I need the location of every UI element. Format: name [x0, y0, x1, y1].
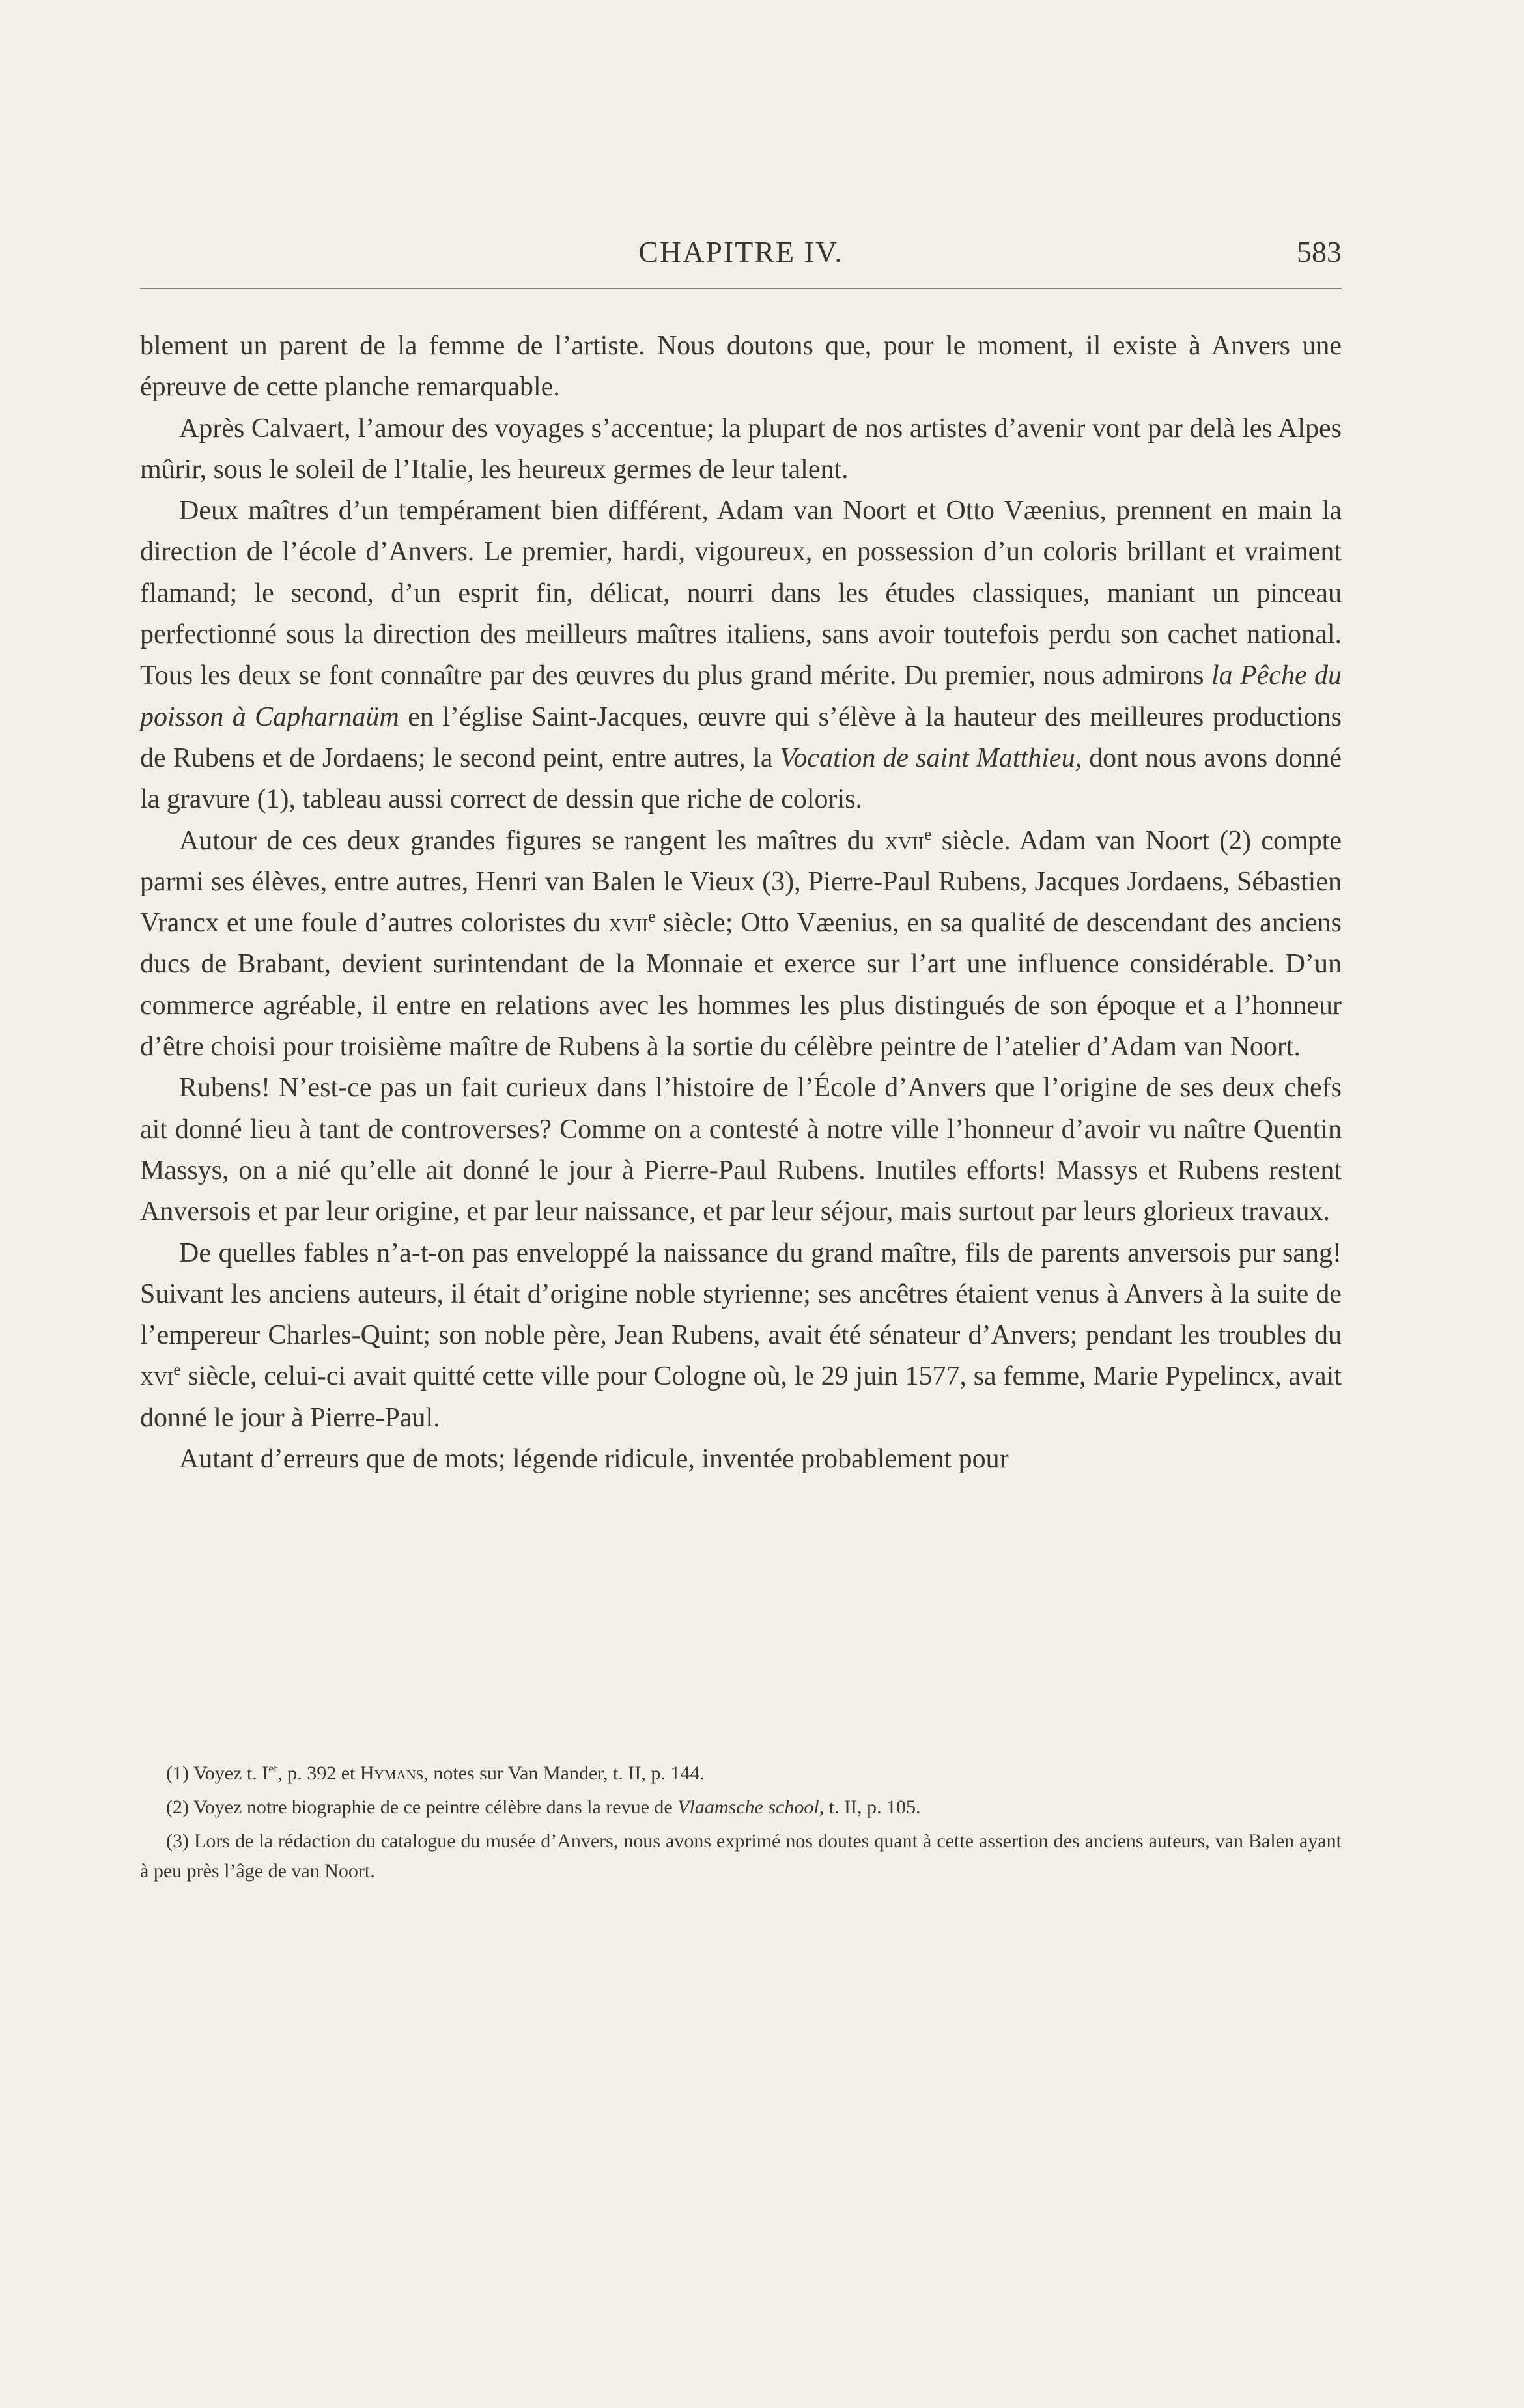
text-run: t. II, p. 105.: [824, 1796, 921, 1818]
paragraph: [140, 1439, 1342, 1480]
chapter-title: CHAPITRE IV.: [638, 235, 843, 268]
text-run: Autant d’erreurs que de mots; légende ridicule, inventée probablement pour: [179, 1444, 1009, 1475]
text-run: (2) Voyez notre biographie de ce peintre célèbre dans la revue de: [166, 1796, 678, 1818]
paragraph: [140, 326, 1342, 408]
text-run: , notes sur Van Mander, t. II, p. 144.: [423, 1763, 705, 1784]
running-head: [140, 234, 1342, 280]
italic-title: Vlaamsche school,: [677, 1796, 825, 1818]
body-text: [140, 326, 1342, 1480]
footnote: [140, 1792, 1342, 1822]
text-run: Deux maîtres d’un tempérament bien différent, Adam van Noort et Otto Væenius, prennent en main la direction de l’école d’Anvers. Le premier, hardi, vigoureux, en possession d’un coloris brillant et vraiment flamand; le second, d’un esprit fin, délicat, nourri dans les études classiques, maniant un pinceau perfectionné sous la direction des meilleurs maîtres italiens, sans avoir toutefois perdu son cachet national. Tous les deux se font connaître par des œuvres du plus grand mérite. Du premier, nous admirons: [140, 496, 1342, 691]
text-run: De quelles fables n’a-t-on pas enveloppé la naissance du grand maître, fils de parents anversois pur sang! Suivant les anciens auteurs, il était d’origine noble styrienne; ses ancêtres étaient venus à Anvers à la suite de l’empereur Charles-Quint; son noble père, Jean Rubens, avait été sénateur d’Anvers; pendant les troubles du: [140, 1238, 1342, 1351]
paragraph: [140, 821, 1342, 1068]
text-run: siècle; Otto Væenius, en sa qualité de descendant des anciens ducs de Brabant, devient surintendant de la Monnaie et exerce sur l’art une influence considérable. D’un commerce agréable, il entre en relations avec les hommes les plus distingués de son époque et a l’honneur d’être choisi pour troisième maître de Rubens à la sortie du célèbre peintre de l’atelier d’Adam van Noort.: [140, 908, 1342, 1062]
superscript: e: [924, 825, 932, 843]
footnote: [140, 1826, 1342, 1886]
text-run: siècle, celui-ci avait quitté cette ville pour Cologne où, le 29 juin 1577, sa femme, Marie Pypelincx, avait donné le jour à Pierre-Paul.: [140, 1361, 1342, 1433]
footnote: [140, 1759, 1342, 1789]
text-run: Autour de ces deux grandes figures se rangent les maîtres du: [179, 825, 884, 856]
superscript: e: [648, 908, 656, 926]
smallcaps-text: xvi: [140, 1361, 174, 1392]
footnotes: [140, 1759, 1342, 1890]
text-run: en l’église Saint-Jacques, œuvre qui s’élève à la hauteur des meilleures productions de Rubens et de Jordaens; le second peint, entre autres, la: [140, 701, 1342, 773]
italic-title: la Pêche du poisson à Capharnaüm: [140, 660, 1342, 732]
smallcaps-text: Hymans: [360, 1763, 424, 1784]
text-run: Rubens! N’est-ce pas un fait curieux dans l’histoire de l’École d’Anvers que l’origine de ses deux chefs ait donné lieu à tant de controverses? Comme on a contesté à notre ville l’honneur d’avoir vu naître Quentin Massys, on a nié qu’elle ait donné le jour à Pierre-Paul Rubens. Inutiles efforts! Massys et Rubens restent Anversois et par leur origine, et par leur naissance, et par leur séjour, mais surtout par leurs glorieux travaux.: [140, 1073, 1342, 1227]
paragraph: [140, 490, 1342, 820]
text-run: Après Calvaert, l’amour des voyages s’accentue; la plupart de nos artistes d’avenir vont par delà les Alpes mûrir, sous le soleil de l’Italie, les heureux germes de leur talent.: [140, 413, 1342, 485]
text-run: (1) Voyez t. I: [166, 1763, 269, 1784]
smallcaps-text: xvii: [884, 825, 925, 856]
text-run: , p. 392 et: [277, 1763, 360, 1784]
text-run: (3) Lors de la rédaction du catalogue du musée d’Anvers, nous avons exprimé nos doutes quant à cette assertion des anciens auteurs, van Balen ayant à peu près l’âge de van Noort.: [140, 1830, 1342, 1882]
smallcaps-text: xvii: [608, 908, 649, 939]
text-run: siècle. Adam van Noort (2) compte parmi ses élèves, entre autres, Henri van Balen le Vieux (3), Pierre-Paul Rubens, Jacques Jordaens, Sébastien Vrancx et une foule d’autres coloristes du: [140, 825, 1342, 939]
superscript: e: [173, 1361, 181, 1380]
page-number: 583: [1297, 235, 1342, 268]
paragraph: [140, 1233, 1342, 1439]
text-run: dont nous avons donné la gravure (1), tableau aussi correct de dessin que riche de coloris.: [140, 743, 1342, 815]
italic-title: Vocation de saint Matthieu,: [780, 743, 1082, 773]
paragraph: [140, 1068, 1342, 1232]
superscript: er: [268, 1762, 278, 1775]
text-run: blement un parent de la femme de l’artiste. Nous doutons que, pour le moment, il existe à Anvers une épreuve de cette planche remarquable.: [140, 331, 1342, 403]
header-rule: [140, 288, 1342, 289]
paragraph: [140, 408, 1342, 491]
